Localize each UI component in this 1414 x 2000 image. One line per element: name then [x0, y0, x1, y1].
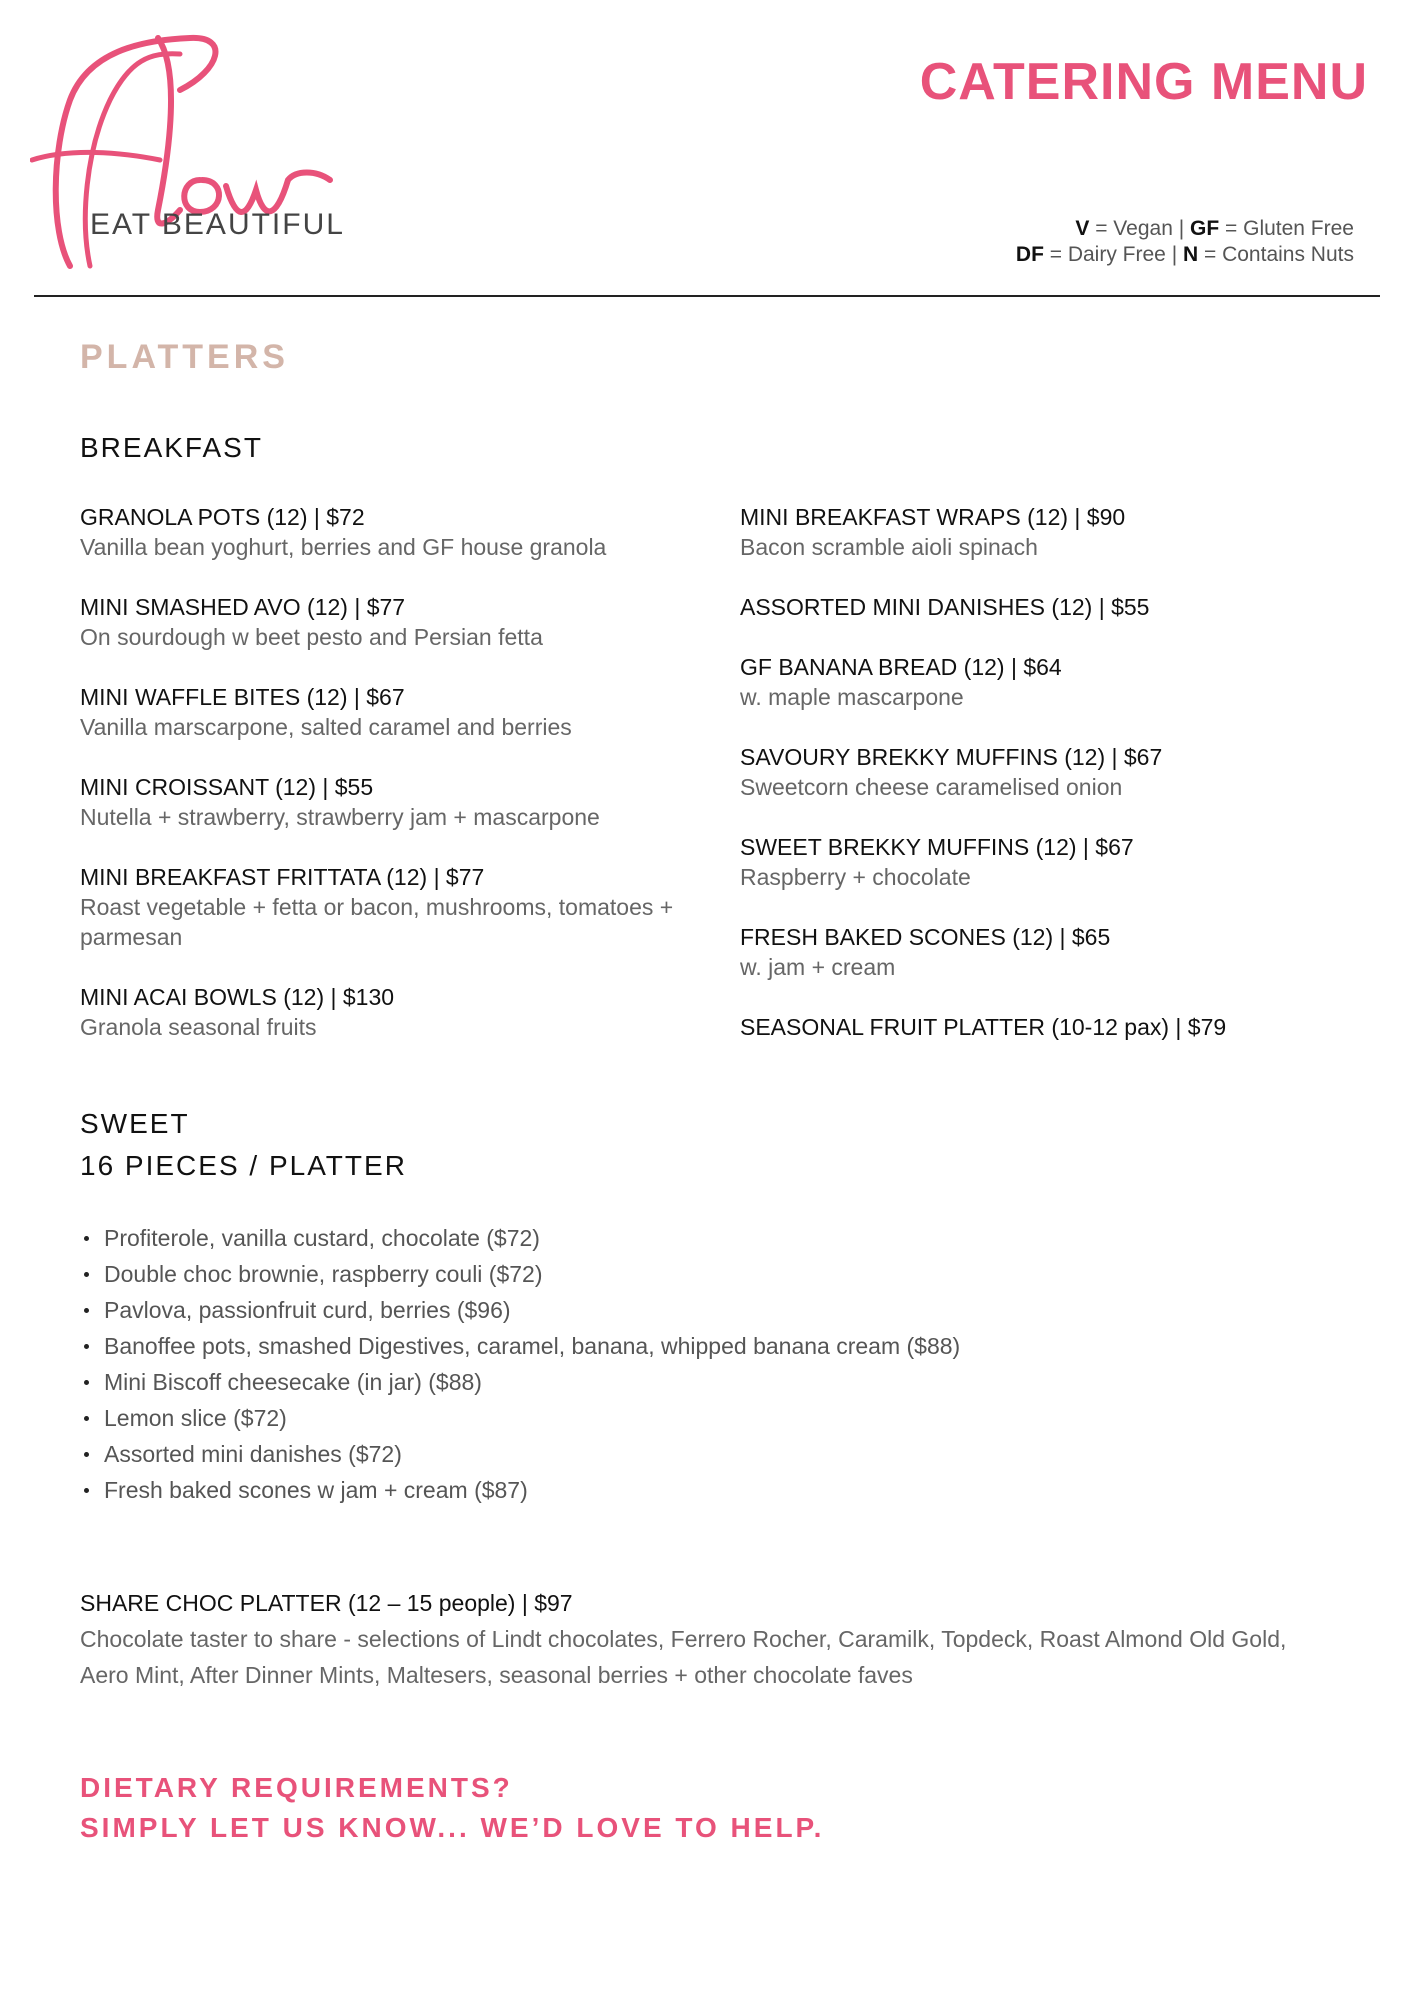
legend-key-dairy-free: DF: [1015, 243, 1044, 266]
list-item: Pavlova, passionfruit curd, berries ($96): [104, 1292, 960, 1328]
legend-key-nuts: N: [1182, 243, 1199, 266]
header-divider: [34, 295, 1380, 297]
menu-item-name: MINI CROISSANT (12) | $55: [80, 774, 374, 800]
menu-item-desc: Bacon scramble aioli spinach: [740, 534, 1038, 560]
menu-item-desc: Vanilla marscarpone, salted caramel and berries: [80, 714, 572, 740]
menu-item-desc: Nutella + strawberry, strawberry jam + mascarpone: [80, 804, 600, 830]
menu-item: [80, 772, 690, 832]
menu-item-name: SWEET BREKKY MUFFINS (12) | $67: [740, 834, 1134, 860]
dietary-note-line-2: SIMPLY LET US KNOW... WE’D LOVE TO HELP.: [80, 1812, 825, 1843]
menu-item-desc: w. maple mascarpone: [740, 684, 964, 710]
legend-text-dairy-free: = Dairy Free |: [1043, 243, 1183, 266]
menu-item-name: FRESH BAKED SCONES (12) | $65: [740, 924, 1111, 950]
menu-item: [80, 502, 690, 562]
menu-item: [740, 502, 1360, 562]
menu-item: [740, 832, 1360, 892]
share-choc-platter: [80, 1585, 1340, 1693]
list-item: Double choc brownie, raspberry couli ($72): [104, 1256, 960, 1292]
menu-item-name: SEASONAL FRUIT PLATTER (10-12 pax) | $79: [740, 1014, 1227, 1040]
menu-item: [740, 922, 1360, 982]
legend-line-1: [1016, 216, 1354, 242]
menu-item-name: MINI BREAKFAST WRAPS (12) | $90: [740, 504, 1126, 530]
breakfast-heading: BREAKFAST: [80, 432, 263, 463]
menu-item-name: MINI SMASHED AVO (12) | $77: [80, 594, 406, 620]
menu-item: [80, 862, 690, 952]
menu-item-desc: On sourdough w beet pesto and Persian fetta: [80, 624, 543, 650]
menu-item: [80, 682, 690, 742]
dietary-legend: [1016, 216, 1354, 268]
menu-item-name: ASSORTED MINI DANISHES (12) | $55: [740, 594, 1150, 620]
legend-line-2: [1016, 242, 1354, 268]
menu-item: [740, 1012, 1360, 1042]
sweet-heading: SWEET: [80, 1108, 190, 1139]
menu-item-desc: w. jam + cream: [740, 954, 896, 980]
menu-item-desc: Granola seasonal fruits: [80, 1014, 317, 1040]
menu-item: [740, 742, 1360, 802]
menu-item-name: MINI WAFFLE BITES (12) | $67: [80, 684, 405, 710]
page-title: CATERING MENU: [919, 53, 1368, 111]
dietary-note: [80, 1768, 824, 1848]
menu-item-desc: Sweetcorn cheese caramelised onion: [740, 774, 1123, 800]
menu-item: [80, 982, 690, 1042]
menu-item: [740, 652, 1360, 712]
list-item: Banoffee pots, smashed Digestives, caramel, banana, whipped banana cream ($88): [104, 1328, 960, 1364]
list-item: Fresh baked scones w jam + cream ($87): [104, 1472, 960, 1508]
breakfast-column-right: [740, 502, 1360, 1072]
menu-item-desc: Vanilla bean yoghurt, berries and GF house granola: [80, 534, 607, 560]
menu-item-name: SAVOURY BREKKY MUFFINS (12) | $67: [740, 744, 1163, 770]
menu-item-name: SHARE CHOC PLATTER (12 – 15 people) | $97: [80, 1590, 573, 1616]
menu-item-name: MINI BREAKFAST FRITTATA (12) | $77: [80, 864, 485, 890]
menu-item-name: GRANOLA POTS (12) | $72: [80, 504, 365, 530]
menu-item-desc: Raspberry + chocolate: [740, 864, 971, 890]
menu-item-desc: Chocolate taster to share - selections of Lindt chocolates, Ferrero Rocher, Caramilk, Topdeck, Roast Almond Old Gold, Aero Mint, After Dinner Mints, Maltesers, seasonal berries + other chocolate faves: [80, 1626, 1287, 1688]
legend-text-gluten-free: = Gluten Free: [1219, 217, 1354, 240]
sweet-list: [80, 1220, 960, 1508]
menu-item: [80, 592, 690, 652]
legend-key-vegan: V: [1075, 217, 1090, 240]
legend-key-gluten-free: GF: [1190, 217, 1220, 240]
legend-text-nuts: = Contains Nuts: [1198, 243, 1354, 266]
menu-item-name: GF BANANA BREAD (12) | $64: [740, 654, 1062, 680]
flow-script-logo-icon: [30, 30, 370, 280]
list-item: Profiterole, vanilla custard, chocolate ($72): [104, 1220, 960, 1256]
list-item: Mini Biscoff cheesecake (in jar) ($88): [104, 1364, 960, 1400]
menu-item: [740, 592, 1360, 622]
legend-text-vegan: = Vegan |: [1089, 217, 1190, 240]
sweet-subheading: 16 PIECES / PLATTER: [80, 1150, 407, 1181]
section-title-platters: PLATTERS: [80, 338, 289, 376]
flow-logo: [30, 30, 370, 280]
brand-tagline: EAT BEAUTIFUL: [90, 208, 345, 241]
menu-item-desc: Roast vegetable + fetta or bacon, mushrooms, tomatoes + parmesan: [80, 894, 674, 950]
breakfast-column-left: [80, 502, 690, 1072]
menu-item-name: MINI ACAI BOWLS (12) | $130: [80, 984, 395, 1010]
dietary-note-line-1: DIETARY REQUIREMENTS?: [80, 1772, 513, 1803]
list-item: Lemon slice ($72): [104, 1400, 960, 1436]
list-item: Assorted mini danishes ($72): [104, 1436, 960, 1472]
